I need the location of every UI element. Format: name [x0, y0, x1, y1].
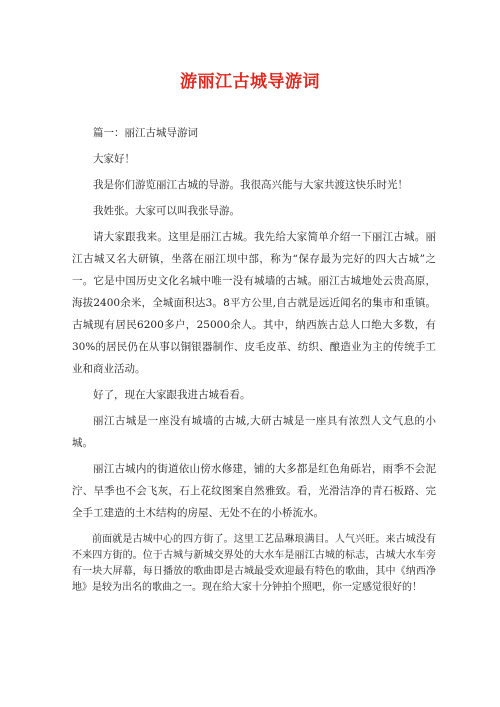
paragraph-section-heading: 篇一：丽江古城导游词	[93, 127, 198, 139]
paragraph-greeting: 大家好！	[93, 153, 135, 165]
document-body	[72, 122, 436, 600]
paragraph-streets: 丽江古城内的街道依山傍水修建，铺的大多都是红色角砾岩，雨季不会泥泞、旱季也不会飞灰，石上花纹图案自然雅致。看，光滑洁净的青石板路、完全手工建造的土木结构的房屋、无处不在的小桥流水。	[72, 463, 436, 519]
document-title: 游丽江古城导游词	[180, 72, 320, 92]
paragraph-no-walls: 丽江古城是一座没有城墙的古城,大研古城是一座具有浓烈人文气息的小城。	[72, 415, 436, 449]
paragraph-sifang-street: 前面就是古城中心的四方街了。这里工艺品琳琅满目。人气兴旺。来古城没有不来四方街的。位于古城与新城交界处的大水车是丽江古城的标志，古城大水车旁有一块大屏幕，每日播放的歌曲即是古城最受欢迎最有特色的歌曲，其中《纳西净地》是较为出名的歌曲之一。现在给大家十分钟拍个照吧，你一定感觉很好的！	[72, 534, 436, 593]
paragraph-guide-name: 我姓张。大家可以叫我张导游。	[93, 205, 240, 217]
paragraph-city-overview: 请大家跟我来。这里是丽江古城。我先给大家简单介绍一下丽江古城。丽江古城又名大研镇，坐落在丽江坝中部，称为“保存最为完好的四大古城”之一。它是中国历史文化名城中唯一没有城墙的古城。丽江古城地处云贵高原，海拔2400余米，全城面积达3。8平方公里,自古就是远近闻名的集市和重镇。古城现有居民6200多户，25000余人。其中，纳西族古总人口绝大多数，有30%的居民仍在从事以铜银器制作、皮毛皮革、纺织、酿造业为主的传统手工业和商业活动。	[72, 231, 436, 375]
paragraph-intro-guide: 我是你们游览丽江古城的导游。我很高兴能与大家共渡这快乐时光！	[93, 179, 408, 191]
paragraph-enter-city: 好了，现在大家跟我进古城看看。	[93, 389, 251, 401]
